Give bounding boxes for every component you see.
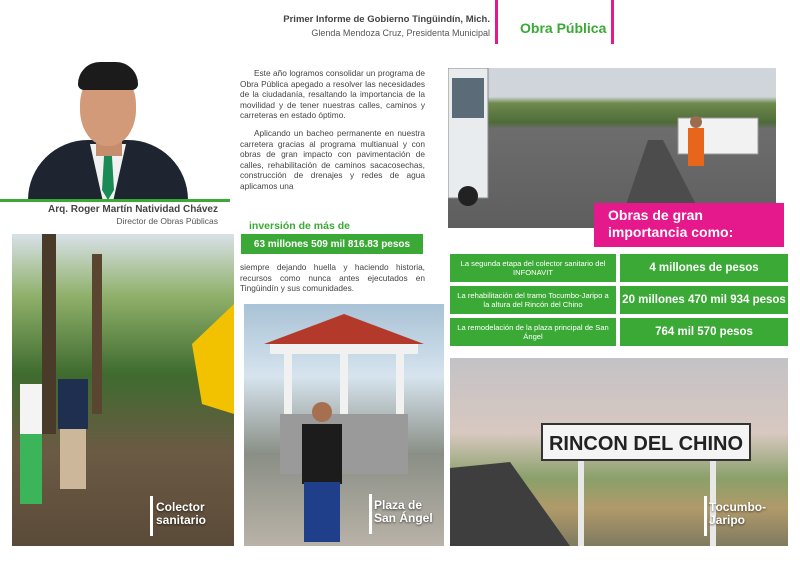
obra-amount: 20 millones 470 mil 934 pesos xyxy=(620,286,788,314)
person-right-pants xyxy=(60,429,86,489)
obra-amount: 4 millones de pesos xyxy=(620,254,788,282)
report-header xyxy=(250,14,490,38)
obras-heading: Obras de gran importancia como: xyxy=(594,203,784,247)
header-divider-left xyxy=(495,0,498,44)
bus-wheel xyxy=(458,186,478,206)
obra-amount: 764 mil 570 pesos xyxy=(620,318,788,346)
obra-description: La remodelación de la plaza principal de San Ángel xyxy=(450,318,616,346)
excavator-arm xyxy=(192,304,234,414)
body-text xyxy=(240,68,425,199)
man-head xyxy=(312,402,332,422)
man-jacket xyxy=(302,424,342,484)
worker-vest xyxy=(688,128,704,166)
obra-description: La rehabilitación del tramo Tocumbo-Jaripo a la altura del Rincón del Chino xyxy=(450,286,616,314)
sign-post-left xyxy=(578,454,584,546)
bus-window xyxy=(452,78,484,118)
body-paragraph-1: Este año logramos consolidar un programa de Obra Pública apegado a resolver las necesidades de la ciudadanía, resaltando la importancia de la movilidad y de tener nuestras calles, caminos y carreteras en estado óptimo. xyxy=(240,68,425,121)
kiosk-roof xyxy=(264,314,424,344)
tree-trunk xyxy=(42,234,56,434)
obra-row-3 xyxy=(450,318,788,346)
plaza-label-bar xyxy=(369,494,372,534)
colector-label-bar xyxy=(150,496,153,536)
kiosk-base xyxy=(280,414,408,474)
header-divider-right xyxy=(611,0,614,44)
road-sign-text: RINCON DEL CHINO xyxy=(548,433,744,455)
chino-label-bar xyxy=(704,496,707,536)
portrait-hair xyxy=(78,62,138,90)
investment-amount: 63 millones 509 mil 816.83 pesos xyxy=(241,234,423,254)
director-role: Director de Obras Públicas xyxy=(116,216,218,226)
obra-description: La segunda etapa del colector sanitario del INFONAVIT xyxy=(450,254,616,282)
plaza-label: Plaza de San Ángel xyxy=(374,498,433,525)
director-portrait xyxy=(18,52,198,200)
plaza-photo xyxy=(244,304,444,546)
section-title: Obra Pública xyxy=(520,20,607,36)
rincon-del-chino-photo xyxy=(450,358,788,546)
obra-row-1 xyxy=(450,254,788,282)
kiosk-beam xyxy=(270,344,418,354)
worker-head xyxy=(690,116,702,128)
person-right-vest xyxy=(58,379,88,429)
obra-row-2 xyxy=(450,286,788,314)
body-paragraph-2: Aplicando un bacheo permanente en nuestra carretera gracias al programa multianual y con obras de gran impacto con pavimentación de calles, rehabilitación de caminos sacacosechas, construcción de drenajes y redes de agua aplicamos una xyxy=(240,127,425,191)
tree-trunk-2 xyxy=(92,254,102,414)
report-subtitle: Glenda Mendoza Cruz, Presidenta Municipal xyxy=(311,28,490,38)
colector-label: Colector sanitario xyxy=(156,500,207,527)
report-title: Primer Informe de Gobierno Tingüindín, Mich. xyxy=(283,14,490,25)
director-name: Arq. Roger Martín Natividad Chávez xyxy=(47,204,218,215)
person-left-pants xyxy=(20,434,42,504)
investment-label: inversión de más de xyxy=(249,220,350,232)
colector-photo xyxy=(12,234,234,546)
chino-label: Tocumbo-Jaripo xyxy=(709,500,767,527)
portrait-underline xyxy=(0,199,230,202)
highway-surface xyxy=(450,462,570,546)
body-paragraph-3: siempre dejando huella y haciendo historia, recursos como nunca antes ejecutados en Tingüindín y sus comunidades. xyxy=(240,262,425,294)
man-jeans xyxy=(304,482,340,542)
